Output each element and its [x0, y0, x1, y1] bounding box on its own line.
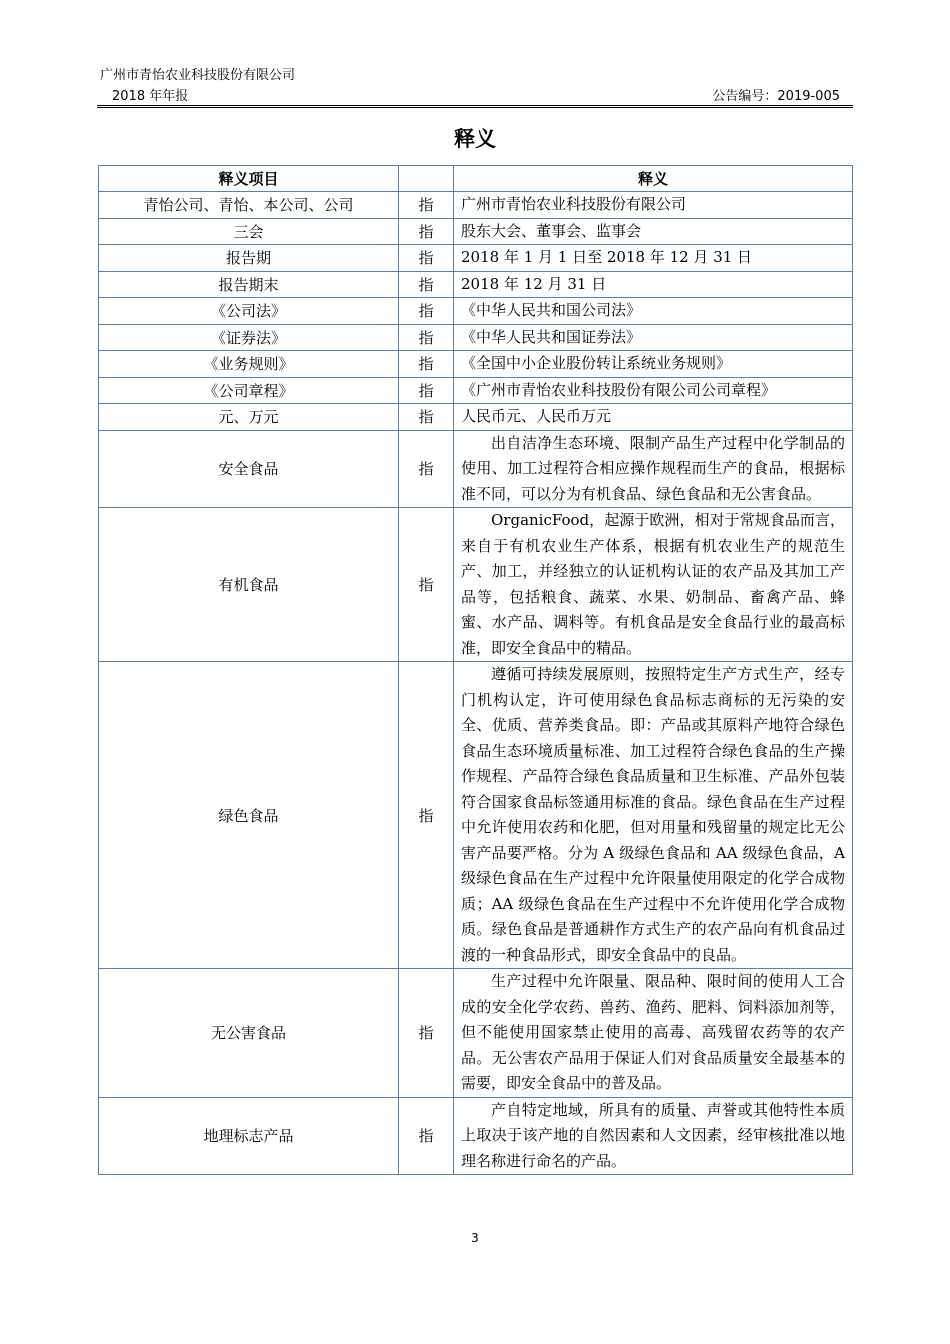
ref-cell: 指	[399, 508, 454, 662]
ref-cell: 指	[399, 404, 454, 431]
definition-cell: 出自洁净生态环境、限制产品生产过程中化学制品的使用、加工过程符合相应操作规程而生产的食品，根据标准不同，可以分为有机食品、绿色食品和无公害食品。	[454, 430, 853, 508]
table-row	[99, 430, 853, 508]
table-row	[99, 245, 853, 272]
table-row	[99, 351, 853, 378]
definition-cell: 人民币元、人民币万元	[454, 404, 853, 431]
ref-cell: 指	[399, 245, 454, 272]
definition-cell: OrganicFood，起源于欧洲，相对于常规食品而言，来自于有机农业生产体系，根据有机农业生产的规范生产、加工，并经独立的认证机构认证的农产品及其加工产品等，包括粮食、蔬菜、水果、奶制品、畜禽产品、蜂蜜、水产品、调料等。有机食品是安全食品行业的最高标准，即安全食品中的精品。	[454, 508, 853, 662]
table-row	[99, 298, 853, 325]
definition-cell: 《中华人民共和国公司法》	[454, 298, 853, 325]
definition-cell: 《全国中小企业股份转让系统业务规则》	[454, 351, 853, 378]
definitions-table	[98, 165, 853, 1175]
term-cell: 青怡公司、青怡、本公司、公司	[99, 192, 399, 219]
column-header-term: 释义项目	[99, 166, 399, 192]
definition-cell: 2018 年 1 月 1 日至 2018 年 12 月 31 日	[454, 245, 853, 272]
ref-cell: 指	[399, 324, 454, 351]
definition-cell: 产自特定地域，所具有的质量、声誉或其他特性本质上取决于该产地的自然因素和人文因素，经审核批准以地理名称进行命名的产品。	[454, 1097, 853, 1175]
table-row	[99, 271, 853, 298]
term-cell: 三会	[99, 218, 399, 245]
ref-cell: 指	[399, 298, 454, 325]
table-row	[99, 662, 853, 969]
definition-cell: 2018 年 12 月 31 日	[454, 271, 853, 298]
ref-cell: 指	[399, 662, 454, 969]
ref-cell: 指	[399, 1097, 454, 1175]
table-row	[99, 377, 853, 404]
definition-cell: 生产过程中允许限量、限品种、限时间的使用人工合成的安全化学农药、兽药、渔药、肥料、饲料添加剂等，但不能使用国家禁止使用的高毒、高残留农药等的农产品。无公害农产品用于保证人们对食品质量安全最基本的需要，即安全食品中的普及品。	[454, 969, 853, 1098]
header-company: 广州市青怡农业科技股份有限公司	[100, 68, 296, 83]
term-cell: 元、万元	[99, 404, 399, 431]
ref-cell: 指	[399, 430, 454, 508]
column-header-ref	[399, 166, 454, 192]
page-number: 3	[471, 1231, 479, 1245]
ref-cell: 指	[399, 351, 454, 378]
term-cell: 安全食品	[99, 430, 399, 508]
table-header-row	[99, 166, 853, 192]
ref-cell: 指	[399, 192, 454, 219]
definition-cell: 广州市青怡农业科技股份有限公司	[454, 192, 853, 219]
term-cell: 《业务规则》	[99, 351, 399, 378]
definition-cell: 股东大会、董事会、监事会	[454, 218, 853, 245]
term-cell: 地理标志产品	[99, 1097, 399, 1175]
ref-cell: 指	[399, 377, 454, 404]
column-header-definition: 释义	[454, 166, 853, 192]
table-row	[99, 404, 853, 431]
header-report-year: 2018 年年报	[112, 89, 189, 104]
definition-cell: 遵循可持续发展原则，按照特定生产方式生产，经专门机构认定，许可使用绿色食品标志商标的无污染的安全、优质、营养类食品。即：产品或其原料产地符合绿色食品生态环境质量标准、加工过程符合绿色食品的生产操作规程、产品符合绿色食品质量和卫生标准、产品外包装符合国家食品标签通用标准的食品。绿色食品在生产过程中允许使用农药和化肥，但对用量和残留量的规定比无公害产品要严格。分为 A 级绿色食品和 AA 级绿色食品，A 级绿色食品在生产过程中允许限量使用限定的化学合成物质；AA 级绿色食品在生产过程中不允许使用化学合成物质。绿色食品是普通耕作方式生产的农产品向有机食品过渡的一种食品形式，即安全食品中的良品。	[454, 662, 853, 969]
term-cell: 《公司章程》	[99, 377, 399, 404]
term-cell: 《公司法》	[99, 298, 399, 325]
ref-cell: 指	[399, 218, 454, 245]
term-cell: 报告期	[99, 245, 399, 272]
term-cell: 无公害食品	[99, 969, 399, 1098]
ref-cell: 指	[399, 271, 454, 298]
table-row	[99, 324, 853, 351]
term-cell: 有机食品	[99, 508, 399, 662]
term-cell: 报告期末	[99, 271, 399, 298]
table-row	[99, 1097, 853, 1175]
term-cell: 绿色食品	[99, 662, 399, 969]
definition-cell: 《中华人民共和国证券法》	[454, 324, 853, 351]
header-divider	[97, 105, 853, 106]
table-row	[99, 508, 853, 662]
ref-cell: 指	[399, 969, 454, 1098]
header-notice-number: 公告编号：2019-005	[712, 89, 840, 104]
header-divider-secondary	[97, 107, 853, 108]
table-row	[99, 218, 853, 245]
page-title: 释义	[454, 127, 496, 151]
table-row	[99, 969, 853, 1098]
definition-cell: 《广州市青怡农业科技股份有限公司公司章程》	[454, 377, 853, 404]
term-cell: 《证券法》	[99, 324, 399, 351]
table-row	[99, 192, 853, 219]
